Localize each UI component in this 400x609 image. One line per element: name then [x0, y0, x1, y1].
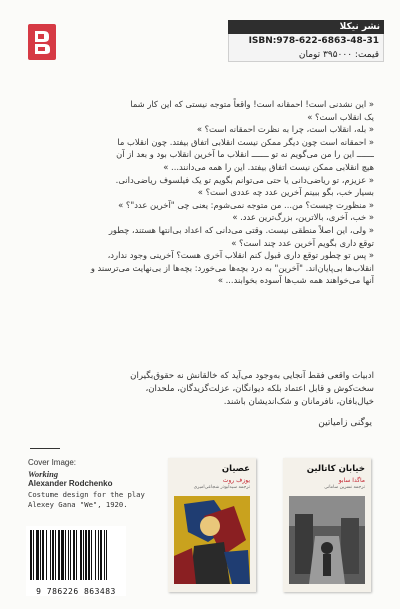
quote-line: خیال‌بافان، نافرمانان و شک‌اندیشان باشند. [223, 397, 374, 407]
book-author: یوزف روت [222, 477, 250, 484]
excerpt-line: « بله، انقلاب است، چرا به نظرت احمقانه است؟ » [196, 124, 374, 135]
excerpt-line: « پس تو چطور توقع داری قبول کنم انقلاب آخری هست؟ آخرینی وجود ندارد، [107, 250, 374, 261]
barcode-digits: 9 786226 863483 [36, 587, 116, 596]
excerpt-line: آنها می‌خواهند همه شب‌ها آسوده بخوابند... » [217, 275, 374, 286]
excerpt-line: بسیار خب، بگو ببینم آخرین عدد چه عددی است؟ » [197, 187, 374, 198]
cover-image-credit [28, 458, 148, 511]
quote-line: سخت‌کوش و قابل اعتماد بلکه دیوانگان، عزلت‌گزیدگان، ملحدان، [145, 384, 374, 394]
excerpt-line: « ولی، این اصلاً منطقی نیست. وقتی می‌دانی که اعداد بی‌انتها هستند، چطور [108, 224, 374, 235]
book-translator: ترجمه سیدابوذر شجاعی‌امیری [193, 485, 250, 490]
excerpt-line: انقلاب‌ها بی‌پایان‌اند. "آخرین" به درد بچه‌ها می‌خورد: بچه‌ها از بی‌نهایت می‌ترسند و [90, 262, 374, 273]
excerpt-line: ـــــــ این را من می‌گویم نه تو ـــــــ انقلاب ما آخرین انقلاب بود و بعد از آن [116, 149, 374, 160]
excerpt-line: « منظورت چیست؟ من... من متوجه نمی‌شوم: یعنی چی "آخرین عدد"؟ » [118, 199, 374, 210]
credit-label: Cover Image: [28, 458, 77, 467]
quote-signature: یوگنی زامیاتین [318, 418, 372, 428]
excerpt-line: « عزیزم، تو ریاضی‌دانی یا حتی می‌توانم بگویم تو یک فیلسوف ریاضی‌دانی. [115, 174, 374, 185]
quote-line: ادبیات واقعی فقط آنجایی به‌وجود می‌آید که خالقانش نه حقوق‌بگیران [130, 371, 374, 381]
excerpt-line: « احمقانه است چون دیگر ممکن نیست انقلابی اتفاق بیفتد. چون انقلاب ما [117, 136, 374, 147]
excerpt-line: هیچ انقلابی ممکن نیست اتفاق بیفتد. این را همه می‌دانند... » [163, 161, 374, 172]
isbn: ISBN:978-622-6863-48-31 [228, 34, 384, 48]
related-book-cover [283, 458, 371, 592]
author-quote [18, 370, 374, 409]
excerpt-line: « خب، آخری، بالاترین، بزرگ‌ترین عدد. » [232, 212, 374, 223]
barcode-bars-icon [26, 526, 126, 586]
book-title: عصیان [221, 464, 250, 474]
credit-work-title: Working [28, 468, 59, 479]
excerpt-line: یک انقلاب است؟ » [307, 111, 374, 122]
book-title: خیابان کاتالین [306, 464, 365, 474]
excerpt-text [26, 98, 374, 287]
price: قیمت: ۳۹۵۰۰۰ تومان [228, 48, 384, 62]
credit-artist: Alexander Rodchenko [28, 479, 113, 488]
book-translator: ترجمه نسرین سامانی [324, 485, 365, 490]
publisher-logo-icon [28, 24, 56, 60]
credit-description: Costume design for the play [28, 489, 145, 499]
excerpt-line: توقع داری بگویم آخرین عدد چند است؟ » [231, 237, 374, 248]
isbn-barcode [26, 526, 126, 596]
book-cover-artwork [289, 496, 365, 584]
book-author: ماگدا سابو [338, 477, 365, 484]
excerpt-line: « این نشدنی است! احمقانه است! واقعاً متوجه نیستی که این کار شما [130, 99, 374, 109]
credit-description: Alexey Gana "We", 1920. [28, 500, 128, 509]
publisher-name: نشر نیکلا [228, 20, 384, 34]
book-info-box [228, 20, 384, 64]
book-cover-artwork [174, 496, 250, 584]
divider [30, 448, 60, 449]
related-book-cover [168, 458, 256, 592]
